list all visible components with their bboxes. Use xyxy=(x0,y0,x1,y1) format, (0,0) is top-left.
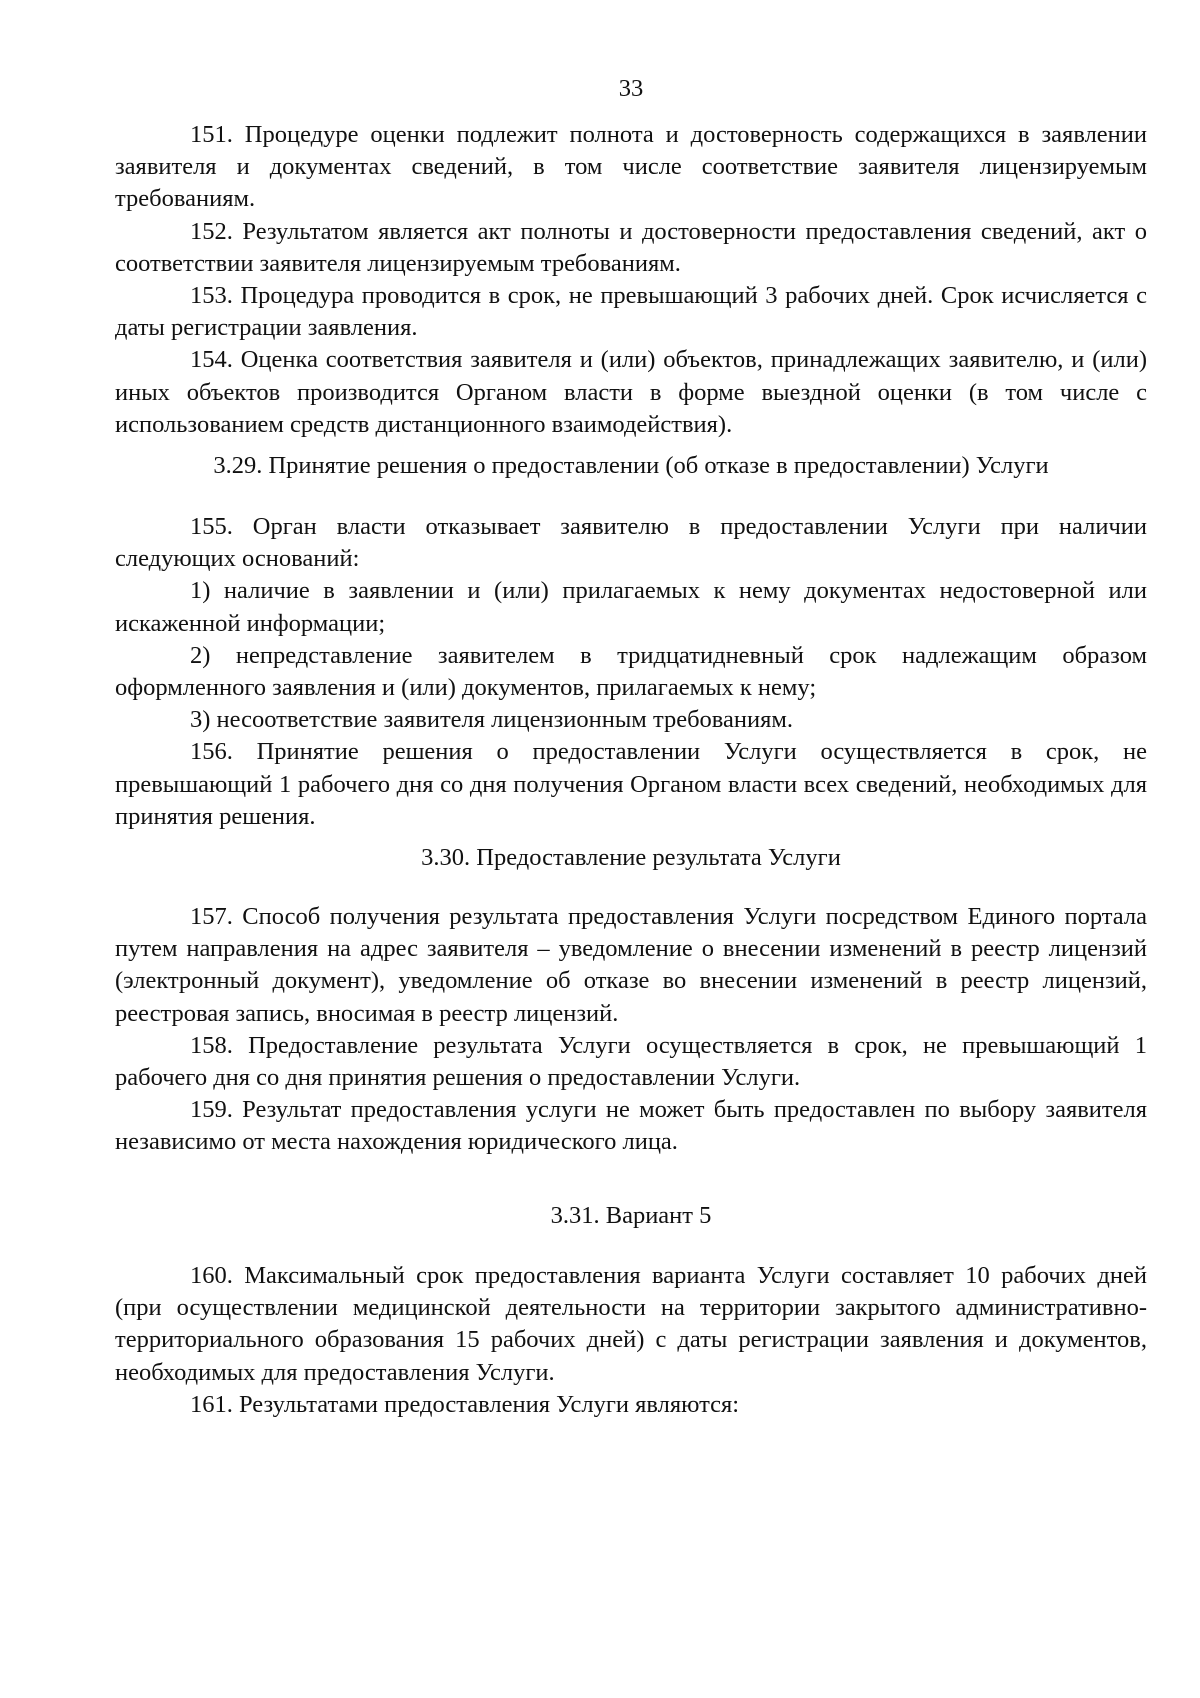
paragraph-161: 161. Результатами предоставления Услуги являются: xyxy=(190,1390,740,1418)
paragraph-153: 153. Процедура проводится в срок, не превышающий 3 рабочих дней. Срок исчисляется с даты регистрации заявления. xyxy=(115,282,1147,342)
paragraph-154: 154. Оценка соответствия заявителя и (или) объектов, принадлежащих заявителю, и (или) иных объектов производится Органом власти в форме выездной оценки (в том числе с использованием средств дистанционного взаимодействия). xyxy=(115,346,1147,438)
paragraph-151: 151. Процедуре оценки подлежит полнота и достоверность содержащихся в заявлении заявителя и документах сведений, в том числе соответствие заявителя лицензируемым требованиям. xyxy=(115,121,1147,213)
page-number: 33 xyxy=(618,75,644,102)
paragraph-156: 156. Принятие решения о предоставлении Услуги осуществляется в срок, не превышающий 1 рабочего дня со дня получения Органом власти всех сведений, необходимых для принятия решения. xyxy=(115,738,1147,830)
section-paragraphs-160-161 xyxy=(115,1260,1147,1421)
list-item-2: 2) непредставление заявителем в тридцатидневный срок надлежащим образом оформленного заявления и (или) документов, прилагаемых к нему; xyxy=(115,641,1147,702)
heading-3-30: 3.30. Предоставление результата Услуги xyxy=(421,844,841,871)
section-paragraphs-157-159 xyxy=(115,901,1147,1159)
paragraph-157: 157. Способ получения результата предоставления Услуги посредством Единого портала путем направления на адрес заявителя – уведомление о внесении изменений в реестр лицензий (электронный документ), уведомление об отказе во внесении изменений в реестр лицензий, реестровая запись, вносимая в реестр лицензий. xyxy=(115,903,1147,1027)
section-3-31 xyxy=(115,1200,1147,1232)
heading-3-31: 3.31. Вариант 5 xyxy=(550,1202,712,1229)
list-item-1: 1) наличие в заявлении и (или) прилагаемых к нему документах недостоверной или искаженной информации; xyxy=(115,577,1147,637)
section-paragraphs-151-154 xyxy=(115,119,1147,441)
section-paragraphs-155-156 xyxy=(115,511,1147,833)
paragraph-159: 159. Результат предоставления услуги не может быть предоставлен по выбору заявителя независимо от места нахождения юридического лица. xyxy=(115,1096,1147,1156)
paragraph-160: 160. Максимальный срок предоставления варианта Услуги составляет 10 рабочих дней (при осуществлении медицинской деятельности на территории закрытого административно-территориального образования 15 рабочих дней) с даты регистрации заявления и документов, необходимых для предоставления Услуги. xyxy=(115,1262,1147,1386)
paragraph-152: 152. Результатом является акт полноты и достоверности предоставления сведений, акт о соответствии заявителя лицензируемым требованиям. xyxy=(115,217,1147,277)
heading-3-29: 3.29. Принятие решения о предоставлении (об отказе в предоставлении) Услуги xyxy=(213,452,1049,479)
paragraph-158: 158. Предоставление результата Услуги осуществляется в срок, не превышающий 1 рабочего дня со дня принятия решения о предоставлении Услуги. xyxy=(115,1031,1147,1092)
section-3-29 xyxy=(115,450,1147,482)
list-item-3: 3) несоответствие заявителя лицензионным требованиям. xyxy=(190,706,794,734)
section-3-30 xyxy=(115,842,1147,874)
paragraph-155: 155. Орган власти отказывает заявителю в предоставлении Услуги при наличии следующих оснований: xyxy=(115,513,1147,573)
